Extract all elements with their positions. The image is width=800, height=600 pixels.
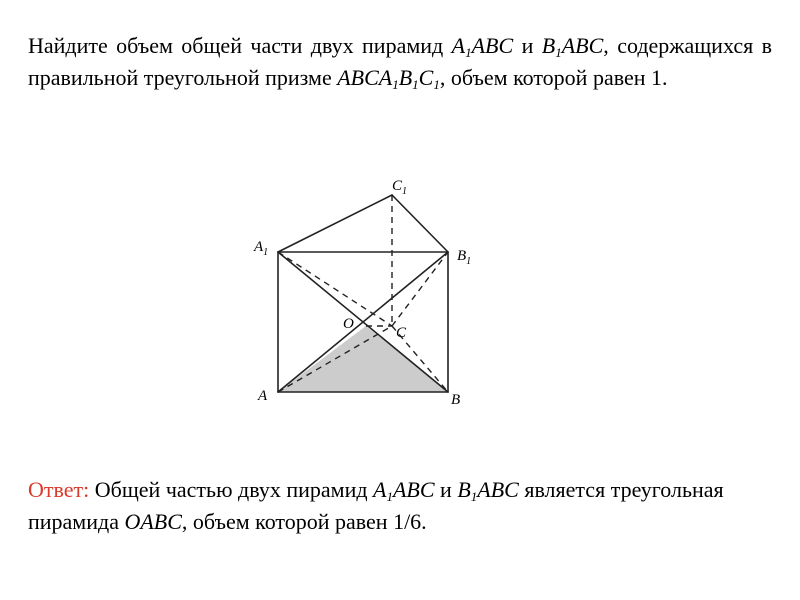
label-c: C xyxy=(396,325,407,341)
label-o: O xyxy=(343,316,354,332)
label-b: B xyxy=(451,392,461,408)
prism-name: $ABCA_1B_1C_1$ xyxy=(337,65,440,92)
diagonal-a1-c-hidden xyxy=(278,252,392,326)
pyramid-b1abc: $B_1ABC$ xyxy=(541,33,604,60)
answer-pyramid-a1abc: $A_1ABC$ xyxy=(373,477,435,504)
edge-a1-c1 xyxy=(278,195,392,252)
pyramid-a1abc: $A_1ABC$ xyxy=(451,33,514,60)
answer-pyramid-oabc: OABC xyxy=(124,509,182,534)
answer-label: Ответ: xyxy=(28,477,90,502)
shaded-triangle-oab xyxy=(278,326,448,392)
diagonal-c-b1-hidden xyxy=(392,252,448,326)
label-b1: $B_1$ xyxy=(457,248,472,267)
label-a1: $A_1$ xyxy=(254,239,269,258)
answer-block: Ответ: Общей частью двух пирамид $A_1ABC$ и $B_1ABC$ является треугольная пирамида OABC, объем которой равен 1/6. xyxy=(28,477,724,534)
label-c1: $C_1$ xyxy=(392,178,408,197)
label-a: A xyxy=(258,388,268,404)
edge-c1-b1 xyxy=(392,195,448,252)
answer-pyramid-b1abc: $B_1ABC$ xyxy=(457,477,519,504)
problem-statement: Найдите объем общей части двух пирамид $A_1ABC$ и $B_1ABC$, содержащихся в правильной треугольной призме $ABCA_1B_1C_1$, объем которой равен 1. xyxy=(28,33,773,92)
